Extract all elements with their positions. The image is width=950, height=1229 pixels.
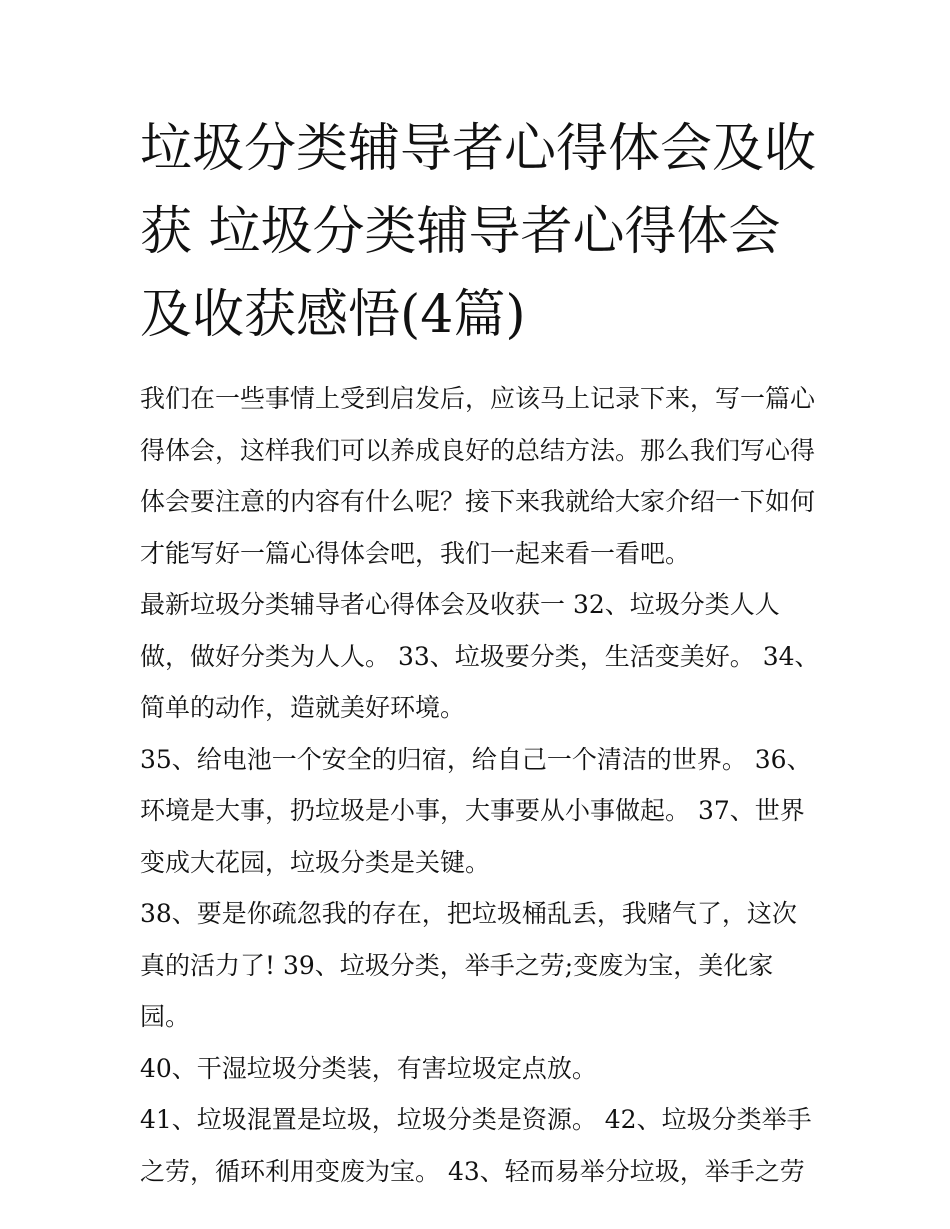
body-paragraph: 38、要是你疏忽我的存在，把垃圾桶乱丢，我赌气了，这次真的活力了! 39、垃圾分类，举手之劳;变废为宝，美化家园。 <box>140 899 797 1031</box>
intro-paragraph: 我们在一些事情上受到启发后，应该马上记录下来，写一篇心得体会，这样我们可以养成良好的总结方法。那么我们写心得体会要注意的内容有什么呢？接下来我就给大家介绍一下如何才能写好一篇心得体会吧，我们一起来看一看吧。 <box>140 384 816 568</box>
document-title: 垃圾分类辅导者心得体会及收获 垃圾分类辅导者心得体会及收获感悟(4篇) <box>140 119 817 345</box>
body-paragraph: 最新垃圾分类辅导者心得体会及收获一 32、垃圾分类人人做，做好分类为人人。 33、垃圾要分类，生活变美好。 34、简单的动作，造就美好环境。 <box>140 590 820 722</box>
body-paragraph: 35、给电池一个安全的归宿，给自己一个清洁的世界。 36、环境是大事，扔垃圾是小事，大事要从小事做起。 37、世界变成大花园，垃圾分类是关键。 <box>140 744 812 877</box>
body-paragraph: 40、干湿垃圾分类装，有害垃圾定点放。 <box>140 1053 597 1083</box>
body-paragraph: 41、垃圾混置是垃圾，垃圾分类是资源。 42、垃圾分类举手之劳，循环利用变废为宝。 43、轻而易举分垃圾，举手之劳 <box>140 1105 812 1186</box>
document-page <box>140 108 820 1197</box>
